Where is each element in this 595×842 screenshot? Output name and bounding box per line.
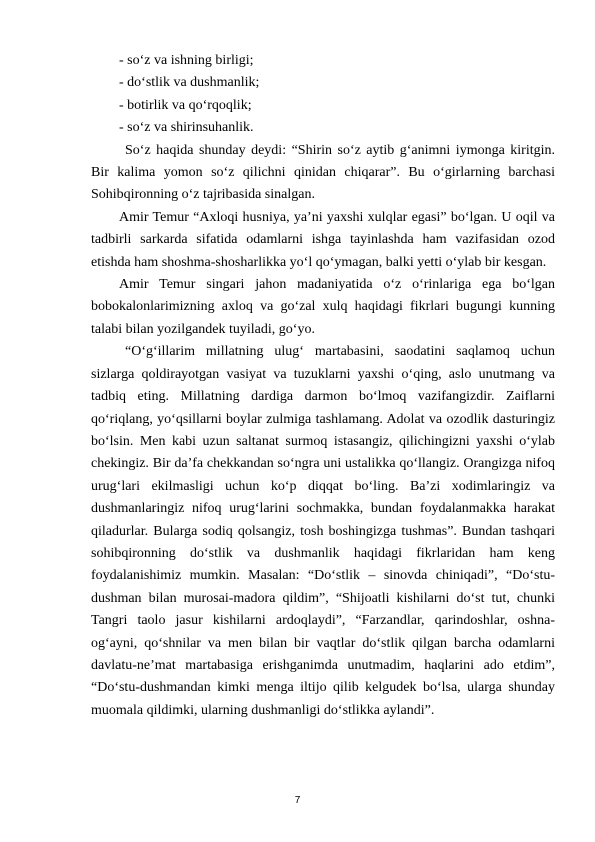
paragraph: “O‘g‘illarim millatning ulug‘ martabasini, saodatini saqlamoq uchun sizlarga qoldirayotgan vasiyat va tuzuklarni yaxshi o‘qing, aslo unutmang va tadbiq eting. Millatning dardiga darmon bo‘lmoq vazifangizdir. Zaiflarni qo‘riqlang, yo‘qsillarni boylar zulmiga tashlamang. Adolat va ozodlik dasturingiz bo‘lsin. Men kabi uzun saltanat surmoq istasangiz, qilichingizni yaxshi o‘ylab chekingiz. Bir da’fa chekkandan so‘ngra uni ustalikka qo‘llangiz. Orangizga nifoq urug‘lari ekilmasligi uchun ko‘p diqqat bo‘ling. Ba’zi xodimlaringiz va dushmanlaringiz nifoq urug‘larini sochmakka, bundan foydalanmakka harakat qiladurlar. Bularga sodiq qolsangiz, tosh boshingizga tushmas”. Bundan tashqari sohibqironning do‘stlik va dushmanlik haqidagi fikrlaridan ham keng foydalanishimiz mumkin. Masalan: “Do‘stlik – sinovda chiniqadi”, “Do‘stu-dushman bilan murosai-madora qildim”, “Shijoatli kishilarni do‘st tut, chunki Tangri taolo jasur kishilarni ardoqlaydi”, “Farzandlar, qarindoshlar, oshna-og‘ayni, qo‘shnilar va men bilan bir vaqtlar do‘stlik qilgan barcha odamlarni davlatu-ne’mat martabasiga erishganimda unutmadim, haqlarini ado etdim”, “Do‘stu-dushmandan kimki menga iltijo qilib kelgudek bo‘lsa, ularga shunday muomala qildimki, ularning dushmanligi do‘stlikka aylandi”.: [91, 344, 555, 718]
list-item: - so‘z va ishning birligi;: [119, 53, 254, 68]
list-item: - so‘z va shirinsuhanlik.: [119, 120, 254, 136]
paragraph: Amir Temur singari jahon madaniyatida o‘z o‘rinlariga ega bo‘lgan bobokalonlarimizning axloq va go‘zal xulq haqidagi fikrlari bugungi kunning talabi bilan yozilgandek tuyiladi, go‘yo.: [91, 277, 555, 337]
paragraph: So‘z haqida shunday deydi: “Shirin so‘z aytib g‘animni iymonga kiritgin. Bir kalima yomon so‘z qilichni qinidan chiqarar”. Bu o‘girlarning barchasi Sohibqironning o‘z tajribasida sinalgan.: [91, 142, 555, 203]
list-item: - do‘stlik va dushmanlik;: [119, 75, 260, 91]
list-item: - botirlik va qo‘rqoqlik;: [119, 97, 252, 113]
paragraph: Amir Temur “Axloqi husniya, ya’ni yaxshi xulqlar egasi” bo‘lgan. U oqil va tadbirli sarkarda sifatida odamlarni ishga tayinlashda ham vazifasidan ozod etishda ham shoshma-shosharlikka yo‘l qo‘ymagan, balki yetti o‘ylab bir kesgan.: [91, 209, 555, 270]
body-text: [91, 50, 555, 722]
page-number: 7: [294, 795, 301, 806]
